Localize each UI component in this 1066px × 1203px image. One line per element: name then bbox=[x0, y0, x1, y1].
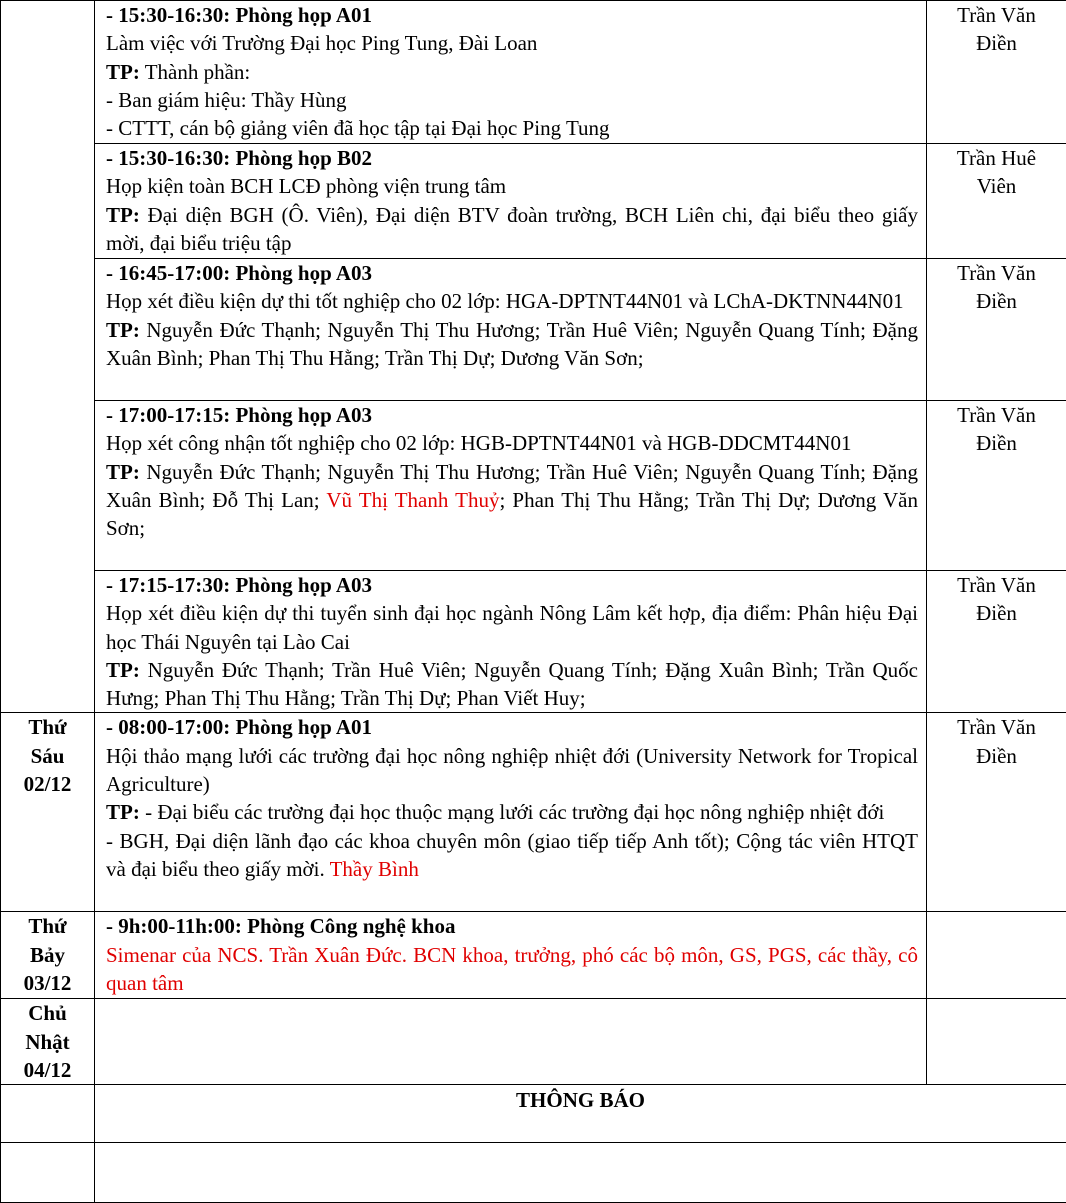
day-date: 02/12 bbox=[1, 770, 94, 798]
event-content bbox=[95, 713, 927, 912]
empty-cell bbox=[1, 1143, 95, 1203]
table-row bbox=[1, 144, 1066, 259]
event-description: Hội thảo mạng lưới các trường đại học nông nghiệp nhiệt đới (University Network for Tropical Agriculture) bbox=[106, 742, 918, 799]
event-description: Họp xét công nhận tốt nghiệp cho 02 lớp: HGB-DPTNT44N01 và HGB-DDCMT44N01 bbox=[106, 429, 918, 457]
table-row bbox=[1, 1, 1066, 144]
event-extra-line bbox=[106, 827, 918, 884]
day-name: Chủ bbox=[1, 999, 94, 1027]
event-time-room: - 08:00-17:00: Phòng họp A01 bbox=[106, 713, 918, 741]
person-line: Điền bbox=[927, 742, 1066, 770]
table-row bbox=[1, 571, 1066, 713]
event-content bbox=[95, 259, 927, 401]
table-row bbox=[1, 1143, 1066, 1203]
participants-label: TP: bbox=[106, 203, 140, 227]
day-date: 04/12 bbox=[1, 1056, 94, 1084]
participant-highlight: Thầy Bình bbox=[330, 857, 419, 881]
person-in-charge bbox=[927, 259, 1066, 401]
day-cell bbox=[1, 713, 95, 912]
event-description: Họp xét điều kiện dự thi tuyển sinh đại học ngành Nông Lâm kết hợp, địa điểm: Phân hiệu Đại học Thái Nguyên tại Lào Cai bbox=[106, 599, 918, 656]
table-row bbox=[1, 912, 1066, 999]
participants-label: TP: bbox=[106, 318, 140, 342]
participants-text: Nguyễn Đức Thạnh; Nguyễn Thị Thu Hương; Trần Huê Viên; Nguyễn Quang Tính; Đặng Xuân Bình; Phan Thị Thu Hằng; Trần Thị Dự; Dương Văn Sơn; bbox=[106, 318, 918, 370]
person-in-charge bbox=[927, 999, 1066, 1085]
day-name: Nhật bbox=[1, 1028, 94, 1056]
person-in-charge bbox=[927, 713, 1066, 912]
event-time-room: - 17:00-17:15: Phòng họp A03 bbox=[106, 401, 918, 429]
day-name: Thứ bbox=[1, 713, 94, 741]
event-participants bbox=[106, 316, 918, 373]
person-line: Viên bbox=[927, 172, 1066, 200]
event-description: Làm việc với Trường Đại học Ping Tung, Đài Loan bbox=[106, 29, 918, 57]
person-in-charge bbox=[927, 401, 1066, 571]
table-row bbox=[1, 401, 1066, 571]
participants-text: - Đại biểu các trường đại học thuộc mạng lưới các trường đại học nông nghiệp nhiệt đới bbox=[140, 800, 885, 824]
person-line: Điền bbox=[927, 599, 1066, 627]
person-line: Điền bbox=[927, 287, 1066, 315]
event-participants bbox=[106, 798, 918, 826]
person-line: Điền bbox=[927, 29, 1066, 57]
event-participants bbox=[106, 458, 918, 543]
empty-cell bbox=[95, 1143, 1066, 1203]
event-content bbox=[95, 401, 927, 571]
empty-cell bbox=[1, 1085, 95, 1143]
notice-title: THÔNG BÁO bbox=[95, 1085, 1066, 1114]
participants-text: Nguyễn Đức Thạnh; Trần Huê Viên; Nguyễn Quang Tính; Đặng Xuân Bình; Trần Quốc Hưng; Phan Thị Thu Hằng; Trần Thị Dự; Phan Viết Huy; bbox=[106, 658, 918, 710]
day-name: Sáu bbox=[1, 742, 94, 770]
person-in-charge bbox=[927, 144, 1066, 259]
person-in-charge bbox=[927, 1, 1066, 144]
event-content bbox=[95, 571, 927, 713]
participants-label: TP: bbox=[106, 658, 140, 682]
table-row bbox=[1, 713, 1066, 912]
person-line: Trần Văn bbox=[927, 1, 1066, 29]
participants-text: Nguyễn Đức Thạnh; Nguyễn Thị Thu Hương; Trần Huê Viên; Nguyễn Quang Tính; Đặng Xuân Bình; Đỗ Thị Lan; bbox=[106, 460, 918, 512]
event-time-room: - 15:30-16:30: Phòng họp A01 bbox=[106, 1, 918, 29]
day-date: 03/12 bbox=[1, 969, 94, 997]
event-participants bbox=[106, 58, 918, 86]
table-row bbox=[1, 1085, 1066, 1143]
extra-text: - BGH, Đại diện lãnh đạo các khoa chuyên môn (giao tiếp tiếp Anh tốt); Cộng tác viên HTQT và đại biểu theo giấy mời. bbox=[106, 829, 918, 881]
person-line: Trần Huê bbox=[927, 144, 1066, 172]
person-in-charge bbox=[927, 571, 1066, 713]
participants-text: ; Phan Thị Thu Hằng; Trần Thị Dự; Dương Văn Sơn; bbox=[106, 488, 918, 540]
event-description: Simenar của NCS. Trần Xuân Đức. BCN khoa, trưởng, phó các bộ môn, GS, PGS, các thầy, cô quan tâm bbox=[106, 941, 918, 998]
participants-label: TP: bbox=[106, 460, 140, 484]
day-name: Thứ bbox=[1, 912, 94, 940]
participants-text: Thành phần: bbox=[140, 60, 250, 84]
event-participants bbox=[106, 201, 918, 258]
day-cell bbox=[1, 912, 95, 999]
event-description: Họp xét điều kiện dự thi tốt nghiệp cho 02 lớp: HGA-DPTNT44N01 và LChA-DKTNN44N01 bbox=[106, 287, 918, 315]
event-time-room: - 16:45-17:00: Phòng họp A03 bbox=[106, 259, 918, 287]
table-row bbox=[1, 999, 1066, 1085]
person-line: Trần Văn bbox=[927, 259, 1066, 287]
event-participants bbox=[106, 656, 918, 713]
participant-highlight: Vũ Thị Thanh Thuỷ bbox=[326, 488, 499, 512]
person-in-charge bbox=[927, 912, 1066, 999]
participants-label: TP: bbox=[106, 60, 140, 84]
event-content bbox=[95, 144, 927, 259]
event-extra-line: - Ban giám hiệu: Thầy Hùng bbox=[106, 86, 918, 114]
event-extra-line: - CTTT, cán bộ giảng viên đã học tập tại Đại học Ping Tung bbox=[106, 114, 918, 142]
event-content bbox=[95, 1, 927, 144]
person-line: Trần Văn bbox=[927, 713, 1066, 741]
participants-label: TP: bbox=[106, 800, 140, 824]
table-row bbox=[1, 259, 1066, 401]
event-content bbox=[95, 912, 927, 999]
event-time-room: - 9h:00-11h:00: Phòng Công nghệ khoa bbox=[106, 912, 918, 940]
event-content bbox=[95, 999, 927, 1085]
day-cell bbox=[1, 1, 95, 713]
day-name: Bảy bbox=[1, 941, 94, 969]
person-line: Trần Văn bbox=[927, 571, 1066, 599]
day-cell bbox=[1, 999, 95, 1085]
notice-heading-cell bbox=[95, 1085, 1066, 1143]
participants-text: Đại diện BGH (Ô. Viên), Đại diện BTV đoàn trường, BCH Liên chi, đại biểu theo giấy mời, đại biểu triệu tập bbox=[106, 203, 918, 255]
event-time-room: - 17:15-17:30: Phòng họp A03 bbox=[106, 571, 918, 599]
event-time-room: - 15:30-16:30: Phòng họp B02 bbox=[106, 144, 918, 172]
event-description: Họp kiện toàn BCH LCĐ phòng viện trung tâm bbox=[106, 172, 918, 200]
person-line: Điền bbox=[927, 429, 1066, 457]
person-line: Trần Văn bbox=[927, 401, 1066, 429]
